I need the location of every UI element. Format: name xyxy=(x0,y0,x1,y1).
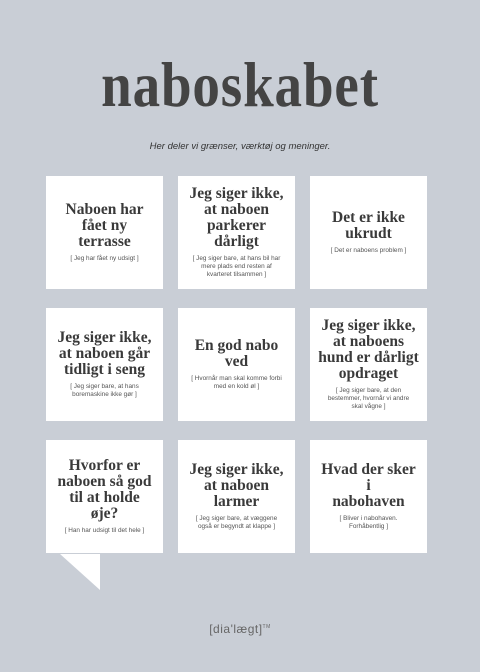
card-subtext: [ Jeg siger bare, at hans bil har mere plads end resten af kvarteret tilsammen ] xyxy=(192,255,281,278)
card-subtext: [ Bliver i nabohaven. Forhåbentlig ] xyxy=(339,515,398,530)
card-subtext: [ Han har udsigt til det hele ] xyxy=(64,527,145,534)
card-headline: Jeg siger ikke, at naboen larmer xyxy=(189,461,284,510)
card-headline: Jeg siger ikke, at naboen går tidligt i seng xyxy=(57,329,152,378)
card-headline: En god nabo ved xyxy=(194,337,279,370)
brand-logo xyxy=(0,622,480,636)
card-holde-oeje xyxy=(46,440,163,553)
trademark-mark: TM xyxy=(262,624,271,630)
card-headline: Jeg siger ikke, at naboen parkerer dårligt xyxy=(189,185,284,250)
poster-title: naboskabet xyxy=(101,49,379,120)
card-seng xyxy=(46,308,163,421)
card-subtext: [ Det er naboens problem ] xyxy=(330,247,407,254)
card-subtext: [ Jeg siger bare, at den bestemmer, hvornår vi andre skal vågne ] xyxy=(327,387,410,410)
card-subtext: [ Jeg har fået ny udsigt ] xyxy=(70,255,139,262)
card-headline: Jeg siger ikke, at naboens hund er dårligt opdraget xyxy=(318,317,419,382)
card-subtext: [ Hvornår man skal komme forbi med en kold øl ] xyxy=(191,375,282,390)
card-headline: Hvorfor er naboen så god til at holde øje? xyxy=(57,457,152,522)
card-terrasse xyxy=(46,176,163,289)
card-larmer xyxy=(178,440,295,553)
card-grid xyxy=(46,176,426,554)
card-nabohaven xyxy=(310,440,427,553)
card-parkering xyxy=(178,176,295,289)
card-hund xyxy=(310,308,427,421)
card-god-nabo xyxy=(178,308,295,421)
card-headline: Det er ikke ukrudt xyxy=(332,209,405,242)
card-subtext: [ Jeg siger bare, at hans boremaskine ikke gør ] xyxy=(70,383,139,398)
card-headline: Naboen har fået ny terrasse xyxy=(65,201,144,250)
speech-bubble-tail xyxy=(60,554,100,590)
brand-logo-text: [dia'lægt] xyxy=(209,622,263,636)
card-subtext: [ Jeg siger bare, at væggene også er begyndt at klappe ] xyxy=(195,515,278,530)
card-headline: Hvad der sker i nabohaven xyxy=(321,461,416,510)
card-ukrudt xyxy=(310,176,427,289)
poster-subtitle: Her deler vi grænser, værktøj og meninger. xyxy=(149,141,331,152)
